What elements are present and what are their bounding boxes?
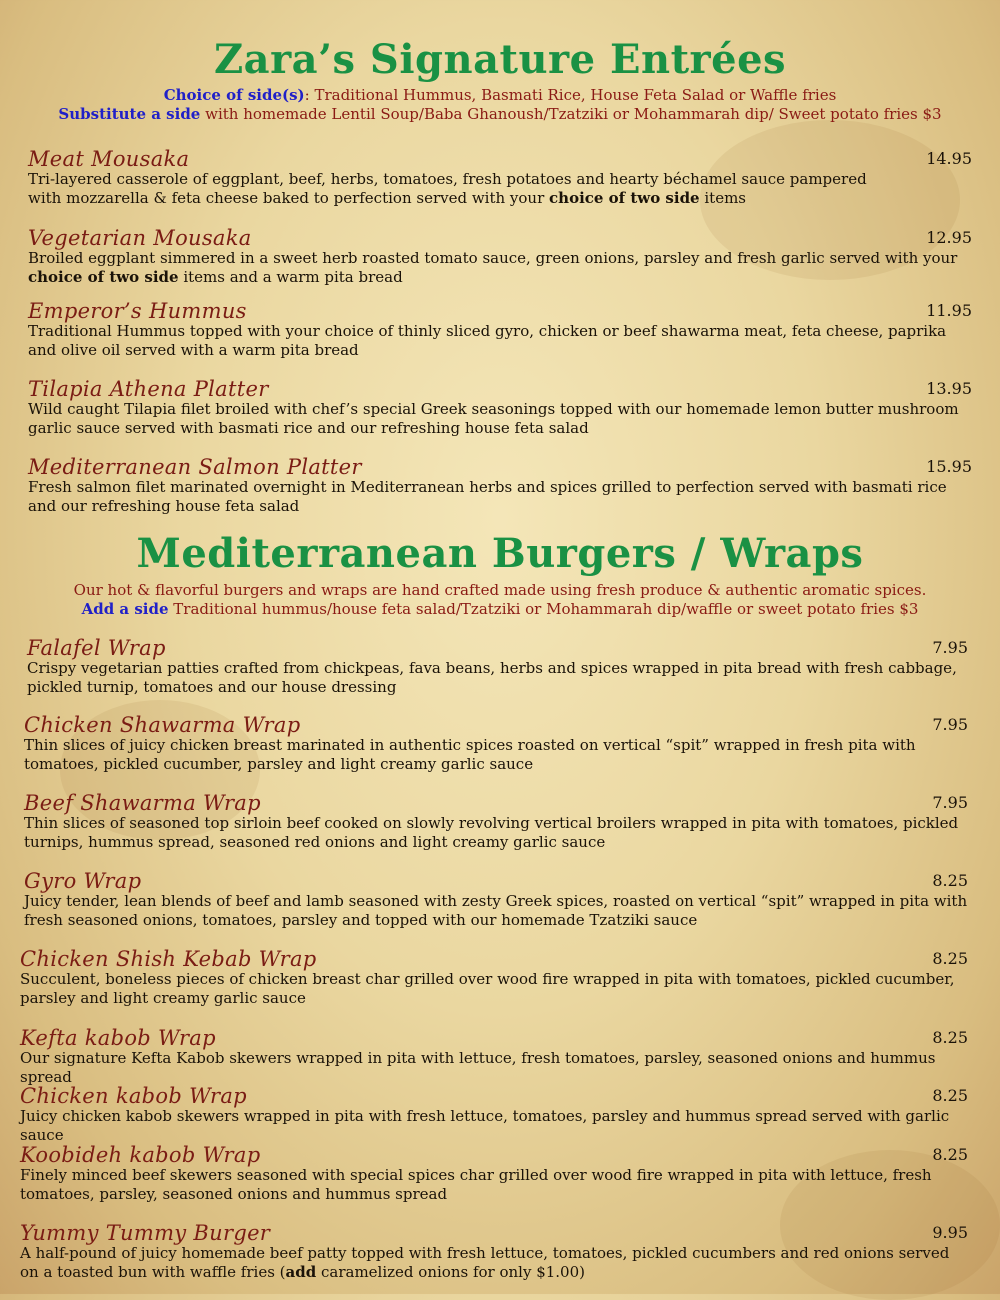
menu-item-price: 8.25	[932, 949, 968, 968]
menu-item	[28, 299, 972, 360]
menu-item-description: Broiled eggplant simmered in a sweet herb roasted tomato sauce, green onions, parsley and fresh garlic served with your choice of two side items and a warm pita bread	[28, 249, 958, 286]
menu-item	[28, 377, 972, 438]
menu-item-description: Tri-layered casserole of eggplant, beef, herbs, tomatoes, fresh potatoes and hearty béchamel sauce pampered with mozzarella & feta cheese baked to perfection served with your choice of two side items	[28, 170, 867, 207]
menu-item	[24, 713, 968, 774]
menu-item-name: Emperor’s Hummus	[28, 299, 247, 323]
menu-item	[28, 147, 972, 208]
entrees-substitute-line	[0, 105, 1000, 123]
menu-item	[24, 791, 968, 852]
menu-item-price: 15.95	[926, 457, 972, 476]
menu-item-description: Juicy chicken kabob skewers wrapped in pita with fresh lettuce, tomatoes, parsley and hummus spread served with garlic sauce	[20, 1107, 950, 1144]
menu-item-price: 7.95	[932, 638, 968, 657]
substitute-label: Substitute a side	[58, 105, 201, 123]
menu-item	[20, 1221, 968, 1282]
burgers-intro: Our hot & flavorful burgers and wraps are hand crafted made using fresh produce & authentic aromatic spices.	[73, 581, 927, 599]
menu-item-name: Chicken Shish Kebab Wrap	[20, 947, 317, 971]
menu-item	[27, 636, 968, 697]
menu-item	[24, 869, 968, 930]
add-side-label: Add a side	[81, 600, 169, 618]
burgers-title: Mediterranean Burgers / Wraps	[136, 530, 864, 577]
menu-item-name: Vegetarian Mousaka	[28, 226, 252, 250]
menu-item-description: Crispy vegetarian patties crafted from chickpeas, fava beans, herbs and spices wrapped in pita bread with fresh cabbage, pickled turnip, tomatoes and our house dressing	[27, 659, 957, 696]
burgers-add-side-line	[0, 600, 1000, 618]
menu-item-description: Thin slices of seasoned top sirloin beef cooked on slowly revolving vertical broilers wrapped in pita with tomatoes, pickled turnips, hummus spread, seasoned red onions and light creamy garlic sauce	[24, 814, 959, 851]
menu-item-name: Beef Shawarma Wrap	[24, 791, 261, 815]
menu-item-price: 7.95	[932, 793, 968, 812]
substitute-text: with homemade Lentil Soup/Baba Ghanoush/Tzatziki or Mohammarah dip/ Sweet potato fries $3	[200, 105, 942, 123]
menu-item	[20, 1026, 968, 1087]
menu-item-name: Chicken kabob Wrap	[20, 1084, 247, 1108]
menu-item-price: 8.25	[932, 1145, 968, 1164]
menu-item	[20, 1084, 968, 1145]
add-side-text: Traditional hummus/house feta salad/Tzatziki or Mohammarah dip/waffle or sweet potato fries $3	[168, 600, 919, 618]
entrees-side-line	[0, 86, 1000, 104]
menu-item-name: Gyro Wrap	[24, 869, 142, 893]
menu-item-name: Tilapia Athena Platter	[28, 377, 269, 401]
menu-item-price: 9.95	[932, 1223, 968, 1242]
side-text: : Traditional Hummus, Basmati Rice, House Feta Salad or Waffle fries	[304, 86, 837, 104]
menu-item-price: 11.95	[926, 301, 972, 320]
menu-item-name: Mediterranean Salmon Platter	[28, 455, 362, 479]
menu-item	[20, 1143, 968, 1204]
menu-item-name: Koobideh kabob Wrap	[20, 1143, 261, 1167]
menu-item-price: 7.95	[932, 715, 968, 734]
menu-item-description: A half-pound of juicy homemade beef patty topped with fresh lettuce, tomatoes, pickled cucumbers and red onions served on a toasted bun with waffle fries (add caramelized onions for only $1.00)	[20, 1244, 950, 1281]
menu-item-name: Yummy Tummy Burger	[20, 1221, 271, 1245]
menu-item-price: 8.25	[932, 1028, 968, 1047]
menu-item-description: Succulent, boneless pieces of chicken breast char grilled over wood fire wrapped in pita with tomatoes, pickled cucumber, parsley and light creamy garlic sauce	[20, 970, 955, 1007]
menu-item-description: Our signature Kefta Kabob skewers wrapped in pita with lettuce, fresh tomatoes, parsley, seasoned onions and hummus spread	[20, 1049, 936, 1086]
menu-item-description: Wild caught Tilapia filet broiled with chef’s special Greek seasonings topped with our homemade lemon butter mushroom garlic sauce served with basmati rice and our refreshing house feta salad	[28, 400, 959, 437]
menu-item-description: Thin slices of juicy chicken breast marinated in authentic spices roasted on vertical “spit” wrapped in fresh pita with tomatoes, pickled cucumber, parsley and light creamy garlic sauce	[24, 736, 916, 773]
menu-item	[20, 947, 968, 1008]
menu-item-price: 8.25	[932, 1086, 968, 1105]
menu-item-description: Juicy tender, lean blends of beef and lamb seasoned with zesty Greek spices, roasted on vertical “spit” wrapped in pita with fresh seasoned onions, tomatoes, parsley and topped with our homemade Tzatziki sauce	[24, 892, 968, 929]
menu-item-description: Fresh salmon filet marinated overnight in Mediterranean herbs and spices grilled to perfection served with basmati rice and our refreshing house feta salad	[28, 478, 947, 515]
menu-item-price: 13.95	[926, 379, 972, 398]
menu-item-name: Falafel Wrap	[27, 636, 166, 660]
menu-item	[28, 226, 972, 287]
menu-item	[28, 455, 972, 516]
menu-item-description: Traditional Hummus topped with your choice of thinly sliced gyro, chicken or beef shawarma meat, feta cheese, paprika and olive oil served with a warm pita bread	[28, 322, 947, 359]
menu-item-description: Finely minced beef skewers seasoned with special spices char grilled over wood fire wrapped in pita with lettuce, fresh tomatoes, parsley, seasoned onions and hummus spread	[20, 1166, 932, 1203]
menu-item-price: 14.95	[926, 149, 972, 168]
menu-item-name: Chicken Shawarma Wrap	[24, 713, 301, 737]
menu-item-price: 12.95	[926, 228, 972, 247]
menu-item-name: Meat Mousaka	[28, 147, 190, 171]
entrees-title: Zara’s Signature Entrées	[213, 36, 787, 83]
side-label: Choice of side(s)	[163, 86, 305, 104]
menu-item-name: Kefta kabob Wrap	[20, 1026, 216, 1050]
menu-item-price: 8.25	[932, 871, 968, 890]
